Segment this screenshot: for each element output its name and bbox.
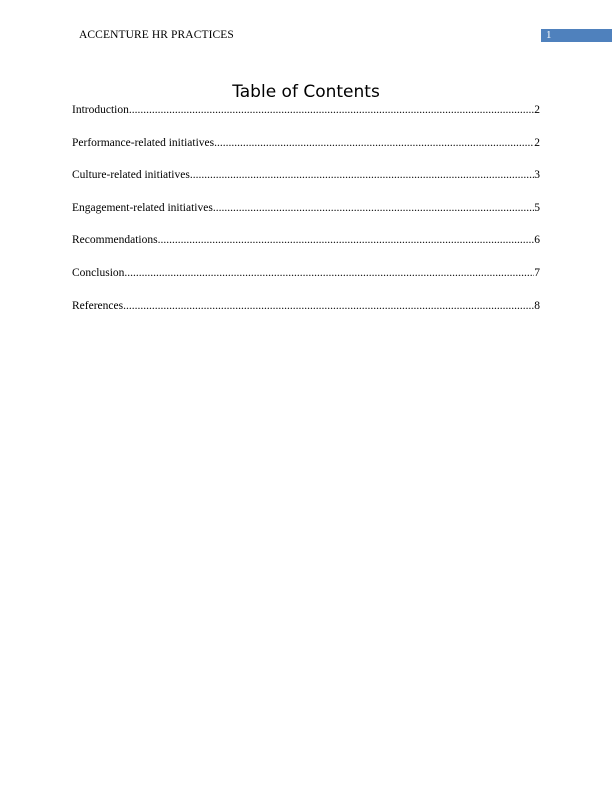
toc-entry-title: References xyxy=(72,299,124,312)
toc-entry-page: 7 xyxy=(534,266,540,279)
toc-entry-page: 5 xyxy=(534,201,540,214)
toc-heading: Table of Contents xyxy=(232,82,380,102)
dot-leader xyxy=(190,169,534,181)
toc-entry-page: 3 xyxy=(534,169,540,182)
toc-entry-introduction[interactable] xyxy=(72,104,540,137)
toc-entry-page: 8 xyxy=(534,299,540,312)
dot-leader xyxy=(158,234,535,246)
dot-leader xyxy=(213,202,534,214)
dot-leader xyxy=(129,104,534,116)
toc-entry-page: 6 xyxy=(534,234,540,247)
toc-entry-conclusion[interactable] xyxy=(72,267,540,300)
page-number-badge: 1 xyxy=(541,29,612,42)
toc-entry-title: Performance-related initiatives xyxy=(72,136,215,149)
running-header-title: ACCENTURE HR PRACTICES xyxy=(79,29,234,41)
toc-entry-title: Engagement-related initiatives xyxy=(72,201,213,214)
toc-entry-recommendations[interactable] xyxy=(72,234,540,267)
toc-entry-title: Conclusion xyxy=(72,266,125,279)
dot-leader xyxy=(214,137,534,149)
table-of-contents xyxy=(72,104,540,332)
toc-entry-title: Introduction xyxy=(72,104,129,116)
toc-entry-references[interactable] xyxy=(72,300,540,333)
dot-leader xyxy=(124,267,534,279)
toc-entry-title: Recommendations xyxy=(72,234,158,247)
toc-entry-page: 2 xyxy=(534,136,540,149)
toc-entry-page: 2 xyxy=(534,104,540,116)
dot-leader xyxy=(123,300,534,312)
toc-entry-engagement[interactable] xyxy=(72,202,540,235)
toc-entry-performance[interactable] xyxy=(72,137,540,170)
toc-entry-culture[interactable] xyxy=(72,169,540,202)
toc-entry-title: Culture-related initiatives xyxy=(72,169,190,182)
